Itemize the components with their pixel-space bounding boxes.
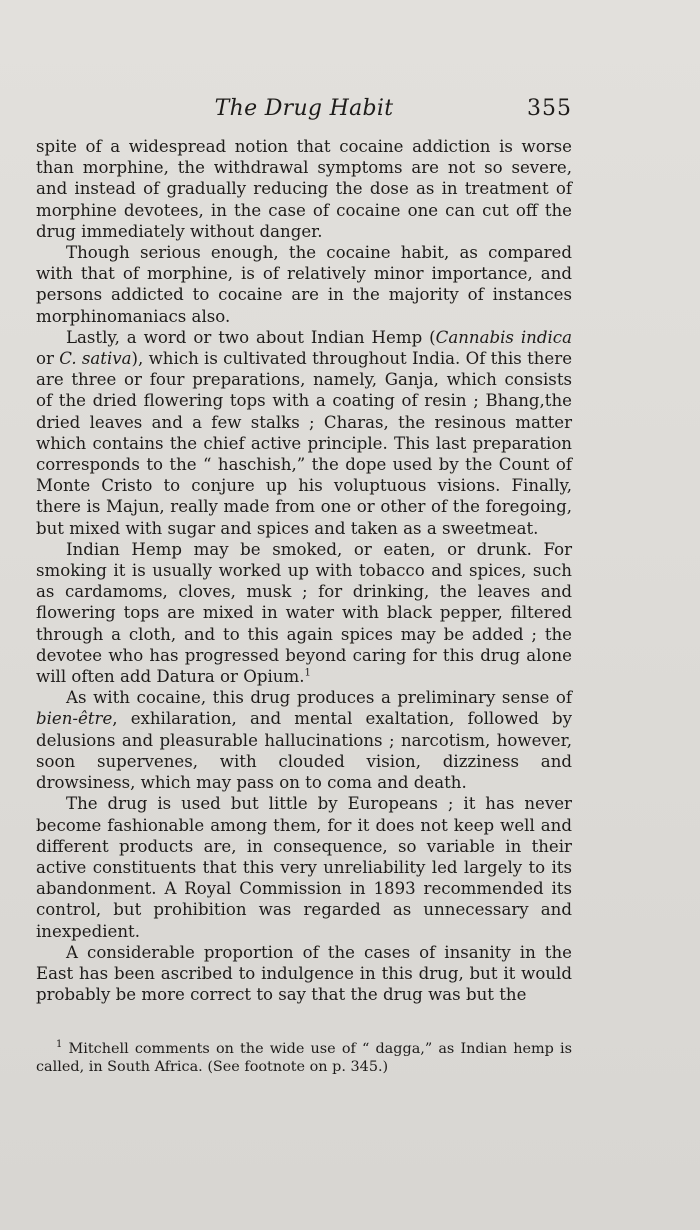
body-text: [36, 136, 572, 1005]
paragraph-1: spite of a widespread notion that cocaine addiction is worse than morphine, the withdrawal symptoms are not so severe, and instead of gradually reducing the dose as in treatment of morphine devotees, in the case of cocaine one can cut off the drug immediately without danger.: [36, 137, 572, 241]
paragraph-4: Indian Hemp may be smoked, or eaten, or drunk. For smoking it is usually worked up with tobacco and spices, such as cardamoms, cloves, musk ; for drinking, the leaves and flowering tops are mixed in water with black pepper, filtered through a cloth, and to this again spices may be added ; the devotee who has progressed beyond caring for this drug alone will often add Datura or Opium.$^1$: [36, 539, 572, 687]
footnote: [36, 1040, 572, 1076]
footnote-text: $^1$ Mitchell comments on the wide use of “ dagga,” as Indian hemp is called, in South Africa. (See footnote on p. 345.): [36, 1039, 572, 1075]
paragraph-6: The drug is used but little by Europeans ; it has never become fashionable among them, for it does not keep well and different products are, in consequence, so variable in their active constituents that this very unreliability led largely to its abandonment. A Royal Commission in 1893 recommended its control, but prohibition was regarded as unnecessary and inexpedient.: [36, 794, 572, 941]
paragraph-7: A considerable proportion of the cases of insanity in the East has been ascribed to indulgence in this drug, but it would probably be more correct to say that the drug was but the: [36, 942, 572, 1005]
paragraph-3: Lastly, a word or two about Indian Hemp (Cannabis indica or C. sativa), which is cultivated throughout India. Of this there are three or four preparations, namely, Ganja, which consists of the dried flowering tops with a coating of resin ; Bhang,the dried leaves and a few stalks ; Charas, the resinous matter which contains the chief active principle. This last preparation corresponds to the “ haschish,” the dope used by the Count of Monte Cristo to conjure up his voluptuous visions. Finally, there is Majun, really made from one or other of the foregoing, but mixed with sugar and spices and taken as a sweetmeat.: [36, 327, 573, 538]
page-header: [36, 96, 572, 132]
running-title: The Drug Habit: [214, 96, 394, 121]
page-number: 355: [527, 96, 572, 121]
paragraph-5: As with cocaine, this drug produces a preliminary sense of bien-être, exhilaration, and mental exaltation, followed by delusions and pleasurable hallucinations ; narcotism, however, soon supervenes, with clouded vision, dizziness and drowsiness, which may pass on to coma and death.: [36, 688, 572, 793]
paragraph-2: Though serious enough, the cocaine habit, as compared with that of morphine, is of relatively minor importance, and persons addicted to cocaine are in the majority of instances morphinomaniacs also.: [36, 243, 572, 326]
